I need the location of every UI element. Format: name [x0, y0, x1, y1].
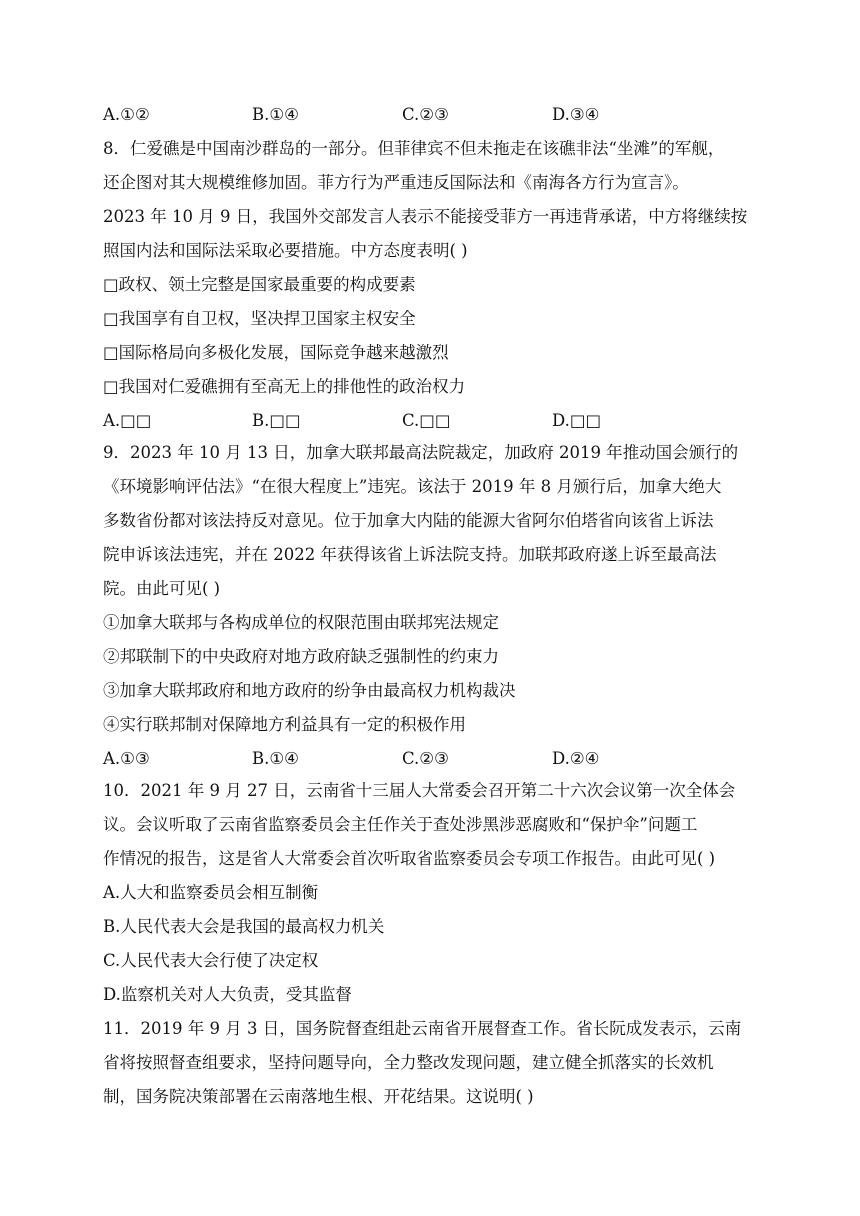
q8-stem-line: 2023 年 10 月 9 日，我国外交部发言人表示不能接受菲方一再违背承诺，中方将继续按 — [103, 207, 748, 226]
q10-stem-line: 作情况的报告，这是省人大常委会首次听取省监察委员会专项工作报告。由此可见( ) — [103, 849, 716, 868]
q10-stem-line: 10．2021 年 9 月 27 日，云南省十三届人大常委会召开第二十六次会议第一次全体会 — [103, 781, 736, 800]
q10-choice-c: C.人民代表大会行使了决定权 — [103, 951, 319, 970]
q8-statement: □政权、领土完整是国家最重要的构成要素 — [103, 275, 416, 294]
q8-statement: □我国对仁爱礁拥有至高无上的排他性的政治权力 — [103, 377, 466, 396]
q8-stem-line: 8．仁爱礁是中国南沙群岛的一部分。但菲律宾不但未拖走在该礁非法“坐滩”的军舰， — [103, 139, 725, 158]
q11-stem-line: 制，国务院决策部署在云南落地生根、开花结果。这说明( ) — [103, 1087, 534, 1106]
q7-option-c: C.②③ — [402, 105, 449, 124]
q8-stem-line: 还企图对其大规模维修加固。菲方行为严重违反国际法和《南海各方行为宣言》。 — [103, 173, 689, 192]
q9-statement: ②邦联制下的中央政府对地方政府缺乏强制性的约束力 — [103, 647, 499, 666]
q9-stem-line: 院。由此可见( ) — [103, 579, 221, 598]
q8-statement: □国际格局向多极化发展，国际竞争越来越激烈 — [103, 343, 449, 362]
q10-choice-d: D.监察机关对人大负责，受其监督 — [103, 985, 352, 1004]
q8-statement: □我国享有自卫权，坚决捍卫国家主权安全 — [103, 309, 416, 328]
q9-stem-line: 多数省份都对该法持反对意见。位于加拿大内陆的能源大省阿尔伯塔省向该省上诉法 — [103, 511, 714, 530]
q9-statement: ④实行联邦制对保障地方利益具有一定的积极作用 — [103, 715, 466, 734]
q9-option-c: C.②③ — [402, 749, 449, 768]
q8-option-d: D.□□ — [552, 411, 602, 430]
q11-stem-line: 省将按照督查组要求，坚持问题导向，全力整改发现问题，建立健全抓落实的长效机 — [103, 1053, 714, 1072]
q11-stem-line: 11．2019 年 9 月 3 日，国务院督查组赴云南省开展督查工作。省长阮成发表示，云南 — [103, 1019, 742, 1038]
q9-statement: ③加拿大联邦政府和地方政府的纷争由最高权力机构裁决 — [103, 681, 516, 700]
q7-option-a: A.①② — [103, 105, 150, 124]
q10-choice-a: A.人大和监察委员会相互制衡 — [103, 883, 319, 902]
q9-stem-line: 院申诉该法违宪，并在 2022 年获得该省上诉法院支持。加联邦政府遂上诉至最高法 — [103, 545, 717, 564]
q7-option-d: D.③④ — [552, 105, 600, 124]
q9-stem-line: 9．2023 年 10 月 13 日，加拿大联邦最高法院裁定，加政府 2019 年推动国会颁行的 — [103, 443, 739, 462]
q9-statement: ①加拿大联邦与各构成单位的权限范围由联邦宪法规定 — [103, 613, 499, 632]
q9-option-b: B.①④ — [252, 749, 299, 768]
q8-option-a: A.□□ — [103, 411, 152, 430]
q10-choice-b: B.人民代表大会是我国的最高权力机关 — [103, 917, 385, 936]
q9-stem-line: 《环境影响评估法》“在很大程度上”违宪。该法于 2019 年 8 月颁行后，加拿大绝大 — [103, 477, 722, 496]
q10-stem-line: 议。会议听取了云南省监察委员会主任作关于查处涉黑涉恶腐败和“保护伞”问题工 — [103, 815, 698, 834]
q8-stem-line: 照国内法和国际法采取必要措施。中方态度表明( ) — [103, 241, 468, 260]
q7-option-b: B.①④ — [252, 105, 299, 124]
q9-option-d: D.②④ — [552, 749, 600, 768]
q9-option-a: A.①③ — [103, 749, 150, 768]
q8-option-c: C.□□ — [402, 411, 451, 430]
q8-option-b: B.□□ — [252, 411, 301, 430]
